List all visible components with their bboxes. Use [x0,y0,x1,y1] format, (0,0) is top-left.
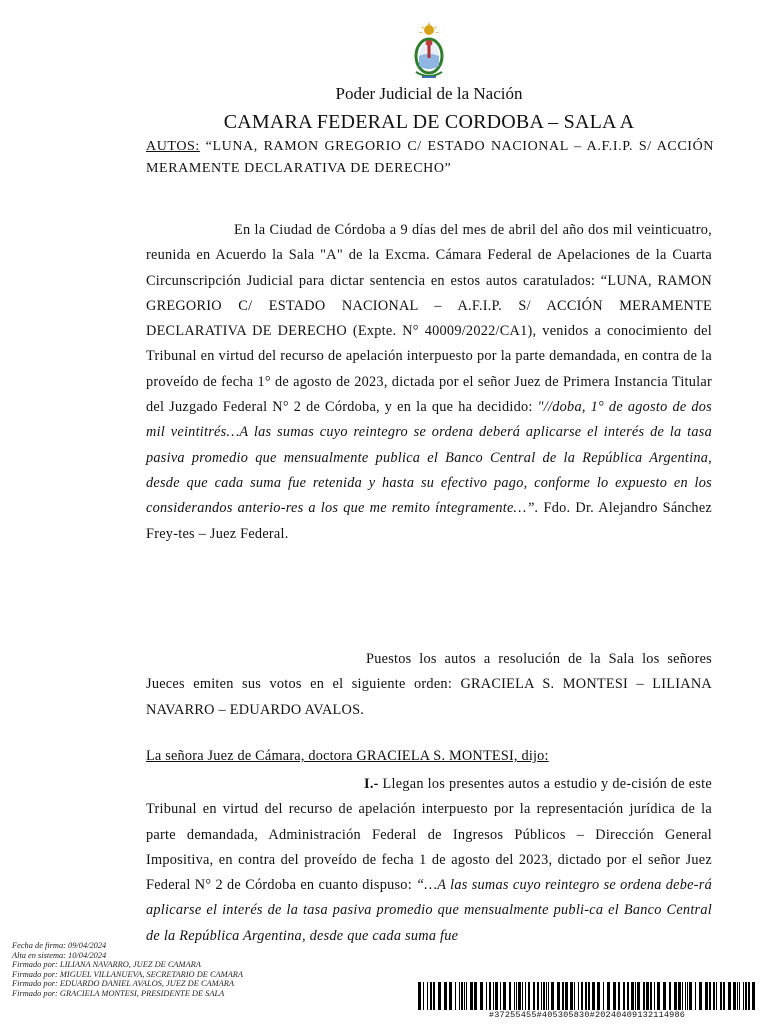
signature-block [12,941,243,999]
signature-line: Firmado por: EDUARDO DANIEL AVALOS, JUEZ DE CAMARA [12,979,234,989]
paragraph-vote-order: Puestos los autos a resolución de la Sala los señores Jueces emiten sus votos en el siguiente orden: GRACIELA S. MONTESI – LILIANA NAVARRO – EDUARDO AVALOS. [146,651,712,718]
signature-line: Fecha de firma: 09/04/2024 [12,941,107,950]
vote-heading: La señora Juez de Cámara, doctora GRACIELA S. MONTESI, dijo: [146,748,549,764]
case-caption [146,136,714,180]
p1-quote: "//doba, 1° de agosto de dos mil veintitrés…A las sumas cuyo reintegro se ordena deberá aplicarse el interés de la tasa pasiva promedio que mensualmente publica el Banco Central de la República Argentina, desde que cada suma fue retenida y hasta su efectivo pago, conforme lo expuesto en los considerandos anterio-res a los que me remito íntegramente…”. [146,399,712,517]
autos-text: “LUNA, RAMON GREGORIO C/ ESTADO NACIONAL – A.F.I.P. S/ ACCIÓN MERAMENTE DECLARATIVA DE DERECHO” [146,139,714,176]
p3-text: Llegan los presentes autos a estudio y de-cisión de este Tribunal en virtud del recurso de apelación interpuesto por la representación jurídica de la parte demandada, Administración Federal de Ingresos Públicos – Dirección General Impositiva, en contra del proveído de fecha 1 de agosto del 2023, dictado por el señor Juez Federal N° 2 de Córdoba en cuanto dispuso: [146,776,712,894]
autos-label: AUTOS: [146,139,200,154]
court-title: CAMARA FEDERAL DE CORDOBA – SALA A [223,111,635,133]
paragraph-opening [146,218,712,547]
signature-line: Firmado por: MIGUEL VILLANUEVA, SECRETARIO DE CAMARA [12,969,243,979]
institution-title: Poder Judicial de la Nación [335,84,523,103]
p1-signature-text: Fdo. Dr. Alejandro Sánchez Frey-tes – Juez Federal. [146,500,713,542]
signature-line: Firmado por: LILIANA NAVARRO, JUEZ DE CAMARA [12,960,201,970]
coat-of-arms-icon [408,22,450,84]
p1-text: En la Ciudad de Córdoba a 9 días del mes de abril del año dos mil veinticuatro, reunida en Acuerdo la Sala "A" de la Excma. Cámara Federal de Apelaciones de la Cuarta Circunscripción Judicial para dictar sentencia en estos autos caratulados: “LUNA, RAMON GREGORIO C/ ESTADO NACIONAL – A.F.I.P. S/ ACCIÓN MERAMENTE DECLARATIVA DE DERECHO (Expte. N° 40009/2022/CA1), venidos a conocimiento del Tribunal en virtud del recurso de apelación interpuesto por la parte demandada, en contra de la proveído de fecha 1° de agosto de 2023, dictada por el señor Juez de Primera Instancia Titular del Juzgado Federal N° 2 de Córdoba, y en la que ha decidido: [146,222,712,416]
paragraph-section-i [146,772,712,949]
signature-line: Alta en sistema: 10/04/2024 [12,950,107,960]
p3-quote: “…A las sumas cuyo reintegro se ordena debe-rá aplicarse el interés de la tasa pasiva promedio que mensualmente publi-ca el Banco Central de la República Argentina, desde que cada suma fue [146,877,712,944]
barcode [418,982,756,1010]
signature-line: Firmado por: GRACIELA MONTESI, PRESIDENTE DE SALA [12,988,225,998]
barcode-text: #37255455#405305830#20240409132114986 [488,1010,686,1020]
section-number: I.- [364,776,379,792]
